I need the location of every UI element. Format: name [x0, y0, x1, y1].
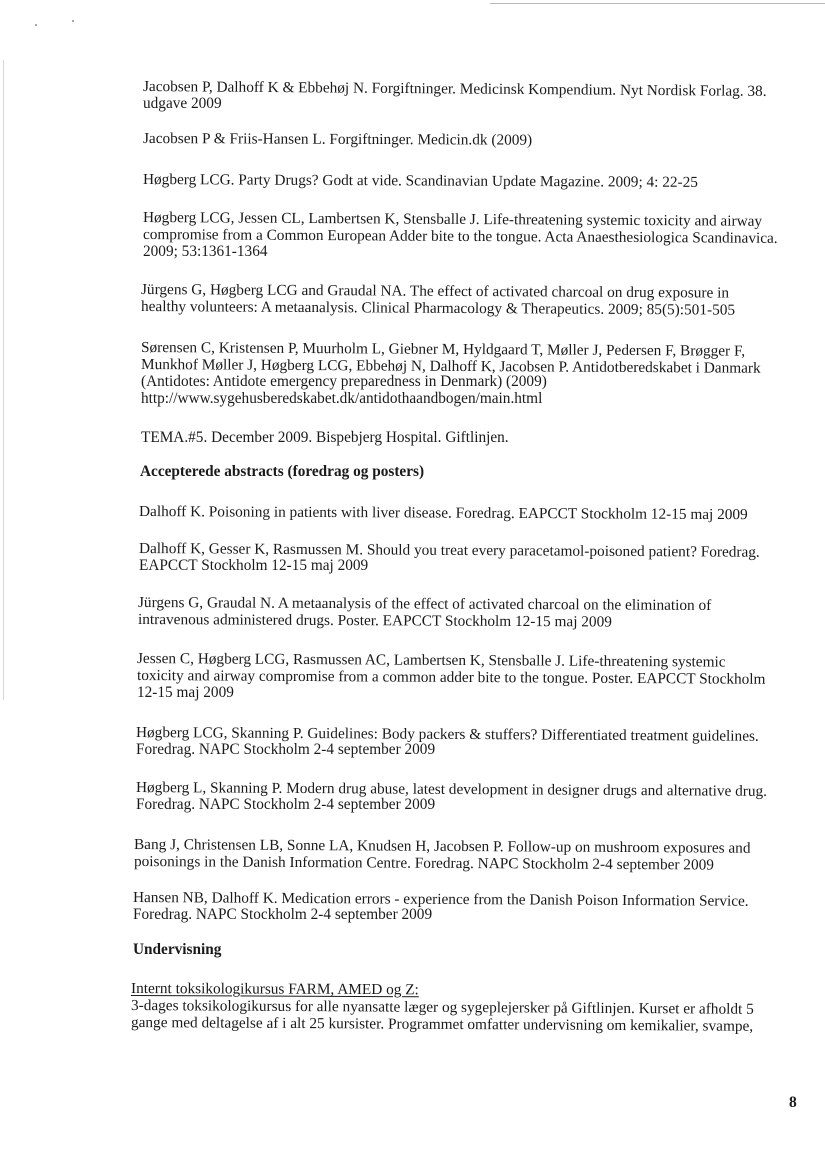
reference-line: Jacobsen P & Friis-Hansen L. Forgiftninger. Medicin.dk (2009)	[142, 130, 533, 149]
reference-line: TEMA.#5. December 2009. Bispebjerg Hospital. Giftlinjen.	[141, 429, 509, 446]
scan-speck	[35, 24, 37, 26]
reference-line: Høgberg LCG. Party Drugs? Godt at vide. Scandinavian Update Magazine. 2009; 4: 22-25	[142, 171, 699, 191]
abstract-line: Hansen NB, Dalhoff K. Medication errors - experience from the Danish Poison Information Service.	[132, 889, 749, 910]
abstract-line: Høgberg L, Skanning P. Modern drug abuse, latest development in designer drugs and alternative drug.	[135, 779, 768, 800]
reference-line: Jacobsen P, Dalhoff K & Ebbehøj N. Forgiftninger. Medicinsk Kompendium. Nyt Nordisk Forlag. 38.	[142, 78, 767, 100]
reference-line: Jürgens G, Høgberg LCG and Graudal NA. The effect of activated charcoal on drug exposure in	[140, 281, 730, 302]
reference-line: udgave 2009	[143, 95, 222, 112]
scan-edge-left	[3, 60, 4, 700]
section-heading-text: Accepterede abstracts (foredrag og posters)	[140, 463, 425, 480]
abstract-line: Foredrag. NAPC Stockholm 2-4 september 2009	[136, 796, 436, 813]
reference-line: Sørensen C, Kristensen P, Muurholm L, Giebner M, Hyldgaard T, Møller J, Pedersen F, Brøgger F,	[140, 339, 746, 360]
reference-line: 2009; 53:1361-1364	[143, 243, 268, 260]
abstract-line: Foredrag. NAPC Stockholm 2-4 september 2009	[136, 741, 436, 758]
reference-link: http://www.sygehusberedskabet.dk/antidothaandbogen/main.html	[141, 390, 543, 407]
reference-line: Munkhof Møller J, Høgberg LCG, Ebbehøj N, Dalhoff K, Jacobsen P. Antidotberedskabet i Danmark	[140, 356, 761, 377]
abstract-line: Jessen C, Høgberg LCG, Rasmussen AC, Lambertsen K, Stensballe J. Life-threatening systemic	[136, 650, 726, 671]
abstract-line: 12-15 maj 2009	[137, 684, 234, 701]
course-text-line: gange med deltagelse af i alt 25 kursister. Programmet omfatter undervisning om kemikalier, svampe,	[130, 1014, 754, 1035]
page-number: 8	[789, 1094, 797, 1111]
abstract-line: Dalhoff K, Gesser K, Rasmussen M. Should you treat every paracetamol-poisoned patient? Foredrag.	[138, 540, 760, 561]
course-title: Internt toksikologikursus FARM, AMED og Z:	[130, 980, 419, 999]
section-heading-text: Undervisning	[133, 941, 222, 958]
abstract-line: Jürgens G, Graudal N. A metaanalysis of the effect of activated charcoal on the elimination of	[137, 594, 712, 615]
abstract-line: poisonings in the Danish Information Centre. Foredrag. NAPC Stockholm 2-4 september 2009	[133, 853, 714, 874]
abstract-line: Høgberg LCG, Skanning P. Guidelines: Body packers & stuffers? Differentiated treatment guidelines.	[135, 724, 759, 745]
abstract-line: Foredrag. NAPC Stockholm 2-4 september 2009	[133, 906, 433, 923]
abstract-line: Bang J, Christensen LB, Sonne LA, Knudsen H, Jacobsen P. Follow-up on mushroom exposures and	[133, 836, 751, 857]
reference-line: healthy volunteers: A metaanalysis. Clinical Pharmacology & Therapeutics. 2009; 85(5):501-505	[140, 298, 736, 319]
abstract-line: EAPCCT Stockholm 12-15 maj 2009	[139, 557, 369, 574]
reference-line: compromise from a Common European Adder bite to the tongue. Acta Anaesthesiologica Scandinavica.	[142, 226, 778, 247]
abstract-line: Dalhoff K. Poisoning in patients with liver disease. Foredrag. EAPCCT Stockholm 12-15 maj 2009	[138, 503, 748, 524]
abstract-line: intravenous administered drugs. Poster. EAPCCT Stockholm 12-15 maj 2009	[137, 611, 612, 631]
reference-line: (Antidotes: Antidote emergency preparedness in Denmark) (2009)	[141, 373, 547, 390]
scan-speck	[72, 20, 74, 22]
scan-edge-top	[490, 3, 825, 4]
reference-line: Høgberg LCG, Jessen CL, Lambertsen K, Stensballe J. Life-threatening systemic toxicity and airway	[142, 209, 763, 230]
course-text-line: 3-dages toksikologikursus for alle nyansatte læger og sygeplejersker på Giftlinjen. Kurset er afholdt 5	[130, 997, 754, 1018]
abstract-line: toxicity and airway compromise from a common adder bite to the tongue. Poster. EAPCCT Stockholm	[136, 667, 766, 688]
